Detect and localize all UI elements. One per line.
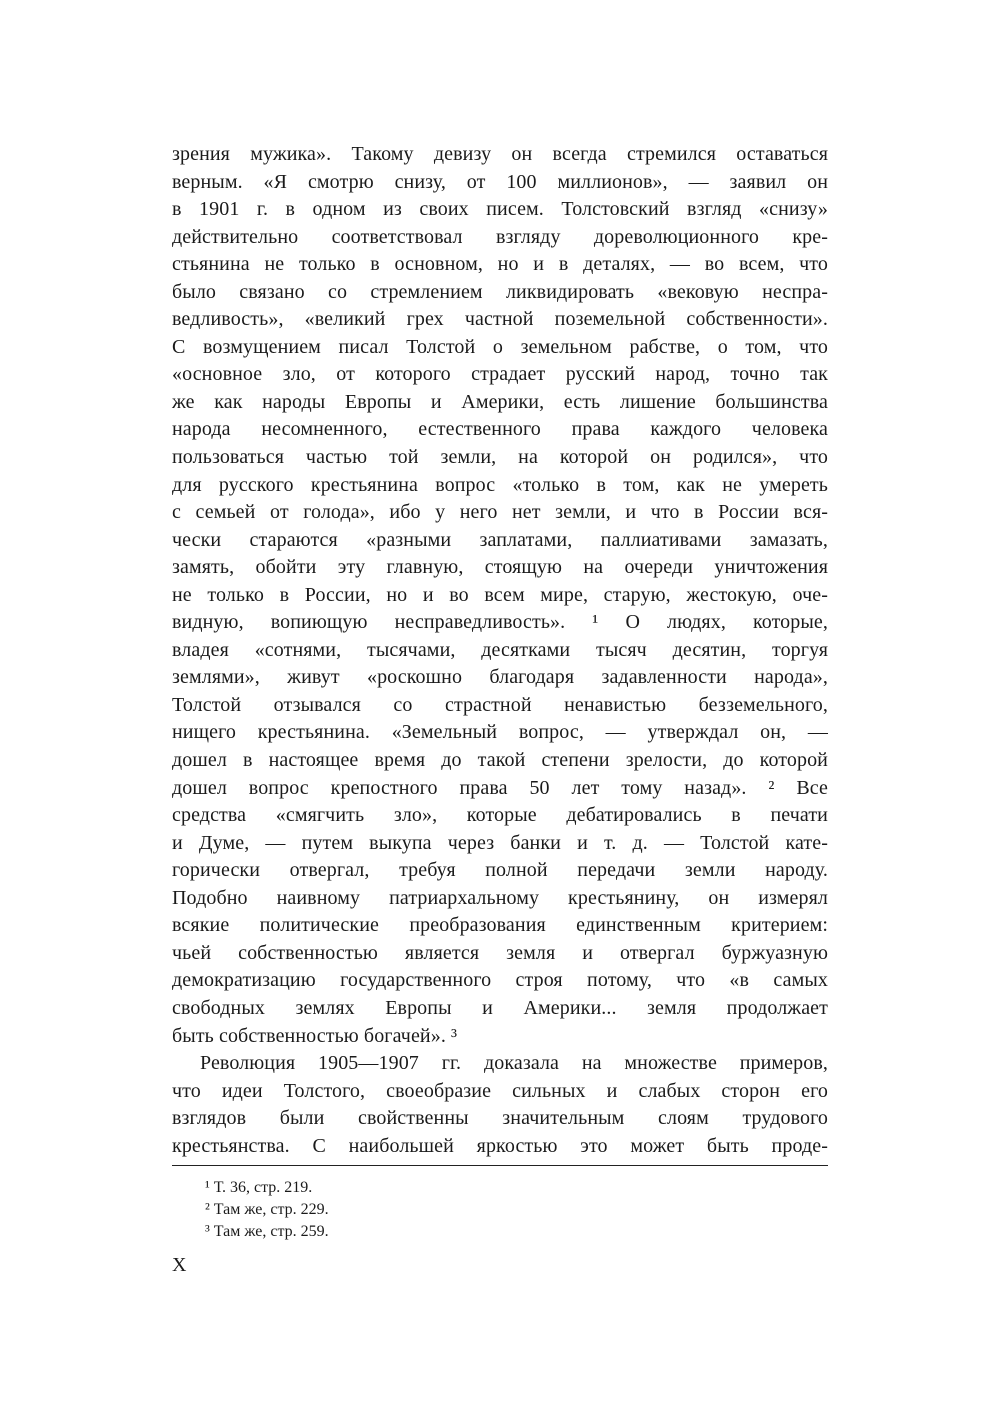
footnotes <box>205 1177 329 1243</box>
footnote-1: ¹ Т. 36, стр. 219. <box>205 1179 313 1196</box>
text-line: же как народы Европы и Америки, есть лишение большинства <box>172 390 828 413</box>
body-text <box>172 141 828 1160</box>
text-line: взглядов были свойственны значительным слоям трудового <box>172 1107 828 1130</box>
text-line: видную, вопиющую несправедливость». ¹ О людях, которые, <box>172 611 828 634</box>
text-line: быть собственностью богачей». ³ <box>172 1024 458 1047</box>
footnote-divider <box>172 1165 828 1166</box>
text-line: горически отвергал, требуя полной передачи земли народу. <box>172 859 828 882</box>
text-line: с семьей от голода», ибо у него нет земли, и что в России вся- <box>172 501 828 524</box>
text-line: дошел вопрос крепостного права 50 лет тому назад». ² Все <box>172 776 828 799</box>
text-line: ведливость», «великий грех частной поземельной собственности». <box>172 308 828 331</box>
text-line: Толстой отзывался со страстной ненавистью безземельного, <box>172 693 828 716</box>
text-line: владея «сотнями, тысячами, десятками тысяч десятин, торгуя <box>172 638 828 661</box>
text-line: и Думе, — путем выкупа через банки и т. д. — Толстой кате- <box>172 831 828 854</box>
text-line: нищего крестьянина. «Земельный вопрос, — утверждал он, — <box>172 721 828 744</box>
text-line: замять, обойти эту главную, стоящую на очереди уничтожения <box>172 556 828 579</box>
text-line: землями», живут «роскошно благодаря задавленности народа», <box>172 666 828 689</box>
text-line: стьянина не только в основном, но и в деталях, — во всем, что <box>172 253 828 276</box>
text-line: всякие политические преобразования единственным критерием: <box>172 914 828 937</box>
page-number: X <box>172 1254 187 1276</box>
text-line: что идеи Толстого, своеобразие сильных и слабых сторон его <box>172 1079 828 1102</box>
text-line: верным. «Я смотрю снизу, от 100 миллионов», — заявил он <box>172 170 828 193</box>
text-line: народа несомненного, естественного права каждого человека <box>172 418 828 441</box>
text-line: чьей собственностью является земля и отвергал буржуазную <box>172 941 828 964</box>
text-line: действительно соответствовал взгляду дореволюционного кре- <box>172 225 828 248</box>
footnote-2: ² Там же, стр. 229. <box>205 1201 329 1218</box>
text-line: Подобно наивному патриархальному крестьянину, он измерял <box>172 886 828 909</box>
text-line: для русского крестьянина вопрос «только в том, как не умереть <box>172 473 828 496</box>
text-line: зрения мужика». Такому девизу он всегда стремился оставаться <box>172 143 828 165</box>
text-line: дошел в настоящее время до такой степени зрелости, до которой <box>172 749 828 772</box>
text-line: Революция 1905—1907 гг. доказала на множестве примеров, <box>200 1052 828 1075</box>
text-line: в 1901 г. в одном из своих писем. Толстовский взгляд «снизу» <box>172 198 828 221</box>
text-line: чески стараются «разными заплатами, паллиативами замазать, <box>172 528 828 551</box>
text-line: пользоваться частью той земли, на которой он родился», что <box>172 446 828 469</box>
footnote-3: ³ Там же, стр. 259. <box>205 1223 329 1240</box>
text-line: свободных землях Европы и Америки... земля продолжает <box>172 996 828 1019</box>
text-line: С возмущением писал Толстой о земельном рабстве, о том, что <box>172 335 828 358</box>
text-line: «основное зло, от которого страдает русский народ, точно так <box>172 363 828 386</box>
text-line: не только в России, но и во всем мире, старую, жестокую, оче- <box>172 583 828 606</box>
text-line: было связано со стремлением ликвидировать «вековую неспра- <box>172 280 828 303</box>
text-line: демократизацию государственного строя потому, что «в самых <box>172 969 828 992</box>
text-line: средства «смягчить зло», которые дебатировались в печати <box>172 804 828 827</box>
text-line: крестьянства. С наибольшей яркостью это может быть проде- <box>172 1134 828 1157</box>
